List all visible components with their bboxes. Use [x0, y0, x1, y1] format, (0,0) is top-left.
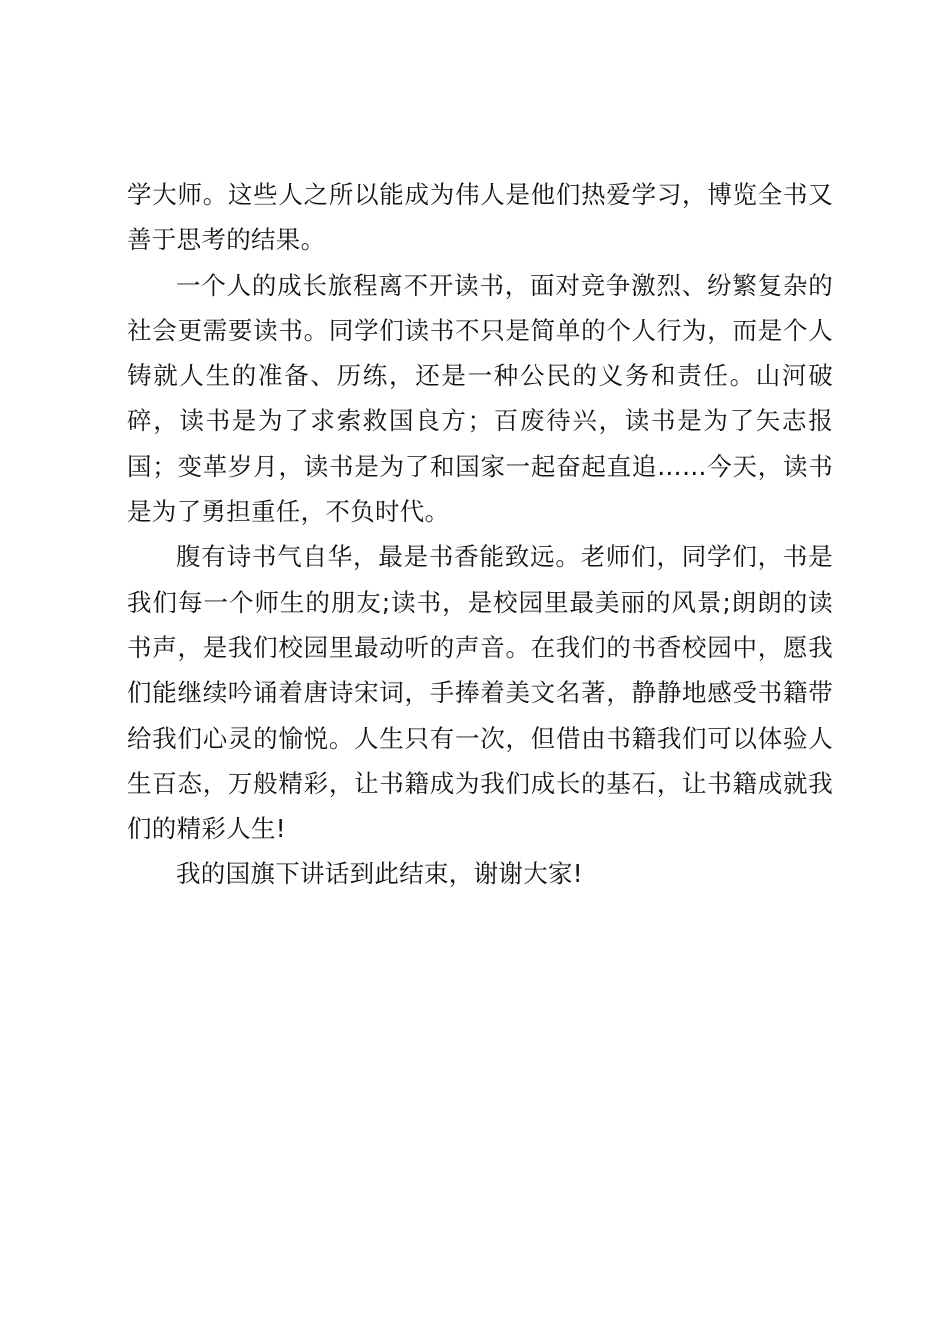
- body-text: [127, 172, 833, 897]
- paragraph-closing: 我的国旗下讲话到此结束，谢谢大家!: [176, 859, 583, 889]
- paragraph-growth-reading: 一个人的成长旅程离不开读书，面对竞争激烈、纷繁复杂的社会更需要读书。同学们读书不只是简单的个人行为，而是个人铸就人生的准备、历练，还是一种公民的义务和责任。山河破碎，读书是为了求索救国良方；百废待兴，读书是为了矢志报国；变革岁月，读书是为了和国家一起奋起直追……今天，读书是为了勇担重任，不负时代。: [127, 270, 833, 527]
- paragraph-book-fragrance: 腹有诗书气自华，最是书香能致远。老师们，同学们，书是我们每一个师生的朋友;读书，是校园里最美丽的风景;朗朗的读书声，是我们校园里最动听的声音。在我们的书香校园中，愿我们能继续吟诵着唐诗宋词，手捧着美文名著，静静地感受书籍带给我们心灵的愉悦。人生只有一次，但借由书籍我们可以体验人生百态，万般精彩，让书籍成为我们成长的基石，让书籍成就我们的精彩人生!: [127, 542, 833, 844]
- paragraph-continuation: 学大师。这些人之所以能成为伟人是他们热爱学习，博览全书又善于思考的结果。: [127, 180, 833, 255]
